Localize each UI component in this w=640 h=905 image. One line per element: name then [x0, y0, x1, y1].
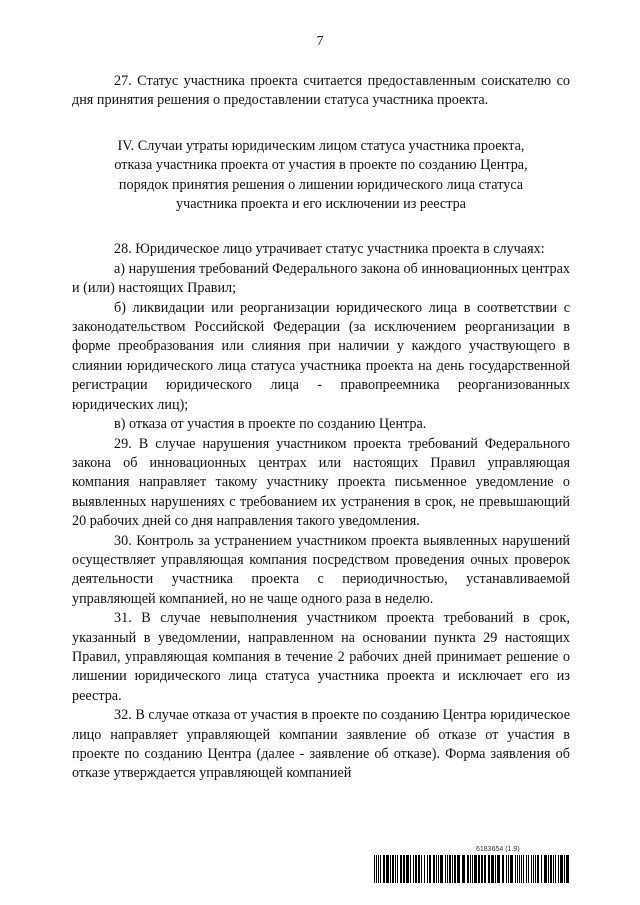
- paragraph-32: 32. В случае отказа от участия в проекте по созданию Центра юридическое лицо направляет управляющей компании заявление об отказе от участия в проекте по созданию Центра (далее - заявление об отказе). Форма заявления об отказе утверждается управляющей компанией: [72, 707, 570, 782]
- document-body: [72, 72, 570, 784]
- paragraph-28-c: в) отказа от участия в проекте по созданию Центра.: [114, 416, 427, 433]
- section-heading-line: участника проекта и его исключении из реестра: [176, 196, 466, 213]
- page-number: 7: [316, 34, 324, 49]
- section-heading-line: IV. Случаи утраты юридическим лицом статуса участника проекта,: [117, 137, 525, 154]
- paragraph-28-b: б) ликвидации или реорганизации юридического лица в соответствии с законодательством Российской Федерации (за исключением реорганизации в форме преобразования или слияния при наличии у каждого участвующего в слиянии юридического лица статуса участника проекта на день государственной регистрации юридического лица - правопреемника реорганизованных юридических лиц);: [72, 299, 570, 413]
- document-code: 6183654 (1.9): [476, 846, 520, 853]
- paragraph-28-a: а) нарушения требований Федерального закона об инновационных центрах и (или) настоящих Правил;: [72, 260, 570, 297]
- section-heading-line: отказа участника проекта от участия в проекте по созданию Центра,: [114, 157, 528, 174]
- section-heading-line: порядок принятия решения о лишении юридического лица статуса: [118, 176, 524, 193]
- section-heading: [72, 137, 570, 215]
- paragraph-27: 27. Статус участника проекта считается предоставленным соискателю со дня принятия решения о предоставлении статуса участника проекта.: [72, 73, 570, 109]
- paragraph-31: 31. В случае невыполнения участником проекта требований в срок, указанный в уведомлении, направленном на основании пункта 29 настоящих Правил, управляющая компания в течение 2 рабочих дней принимает решение о лишении юридического лица статуса участника проекта и исключает его из реестра.: [72, 610, 570, 704]
- barcode-image: [374, 855, 570, 883]
- paragraph-28: 28. Юридическое лицо утрачивает статус участника проекта в случаях:: [114, 241, 545, 258]
- paragraph-29: 29. В случае нарушения участником проекта требований Федерального закона об инновационных центрах или настоящих Правил управляющая компания направляет такому участнику проекта письменное уведомление о выявленных нарушениях с требованием их устранения в срок, не превышающий 20 рабочих дней со дня направления такого уведомления.: [72, 435, 570, 530]
- paragraph-30: 30. Контроль за устранением участником проекта выявленных нарушений осуществляет управляющая компания посредством проведения очных проверок деятельности участника проекта с периодичностью, устанавливаемой управляющей компанией, но не чаще одного раза в неделю.: [72, 532, 570, 607]
